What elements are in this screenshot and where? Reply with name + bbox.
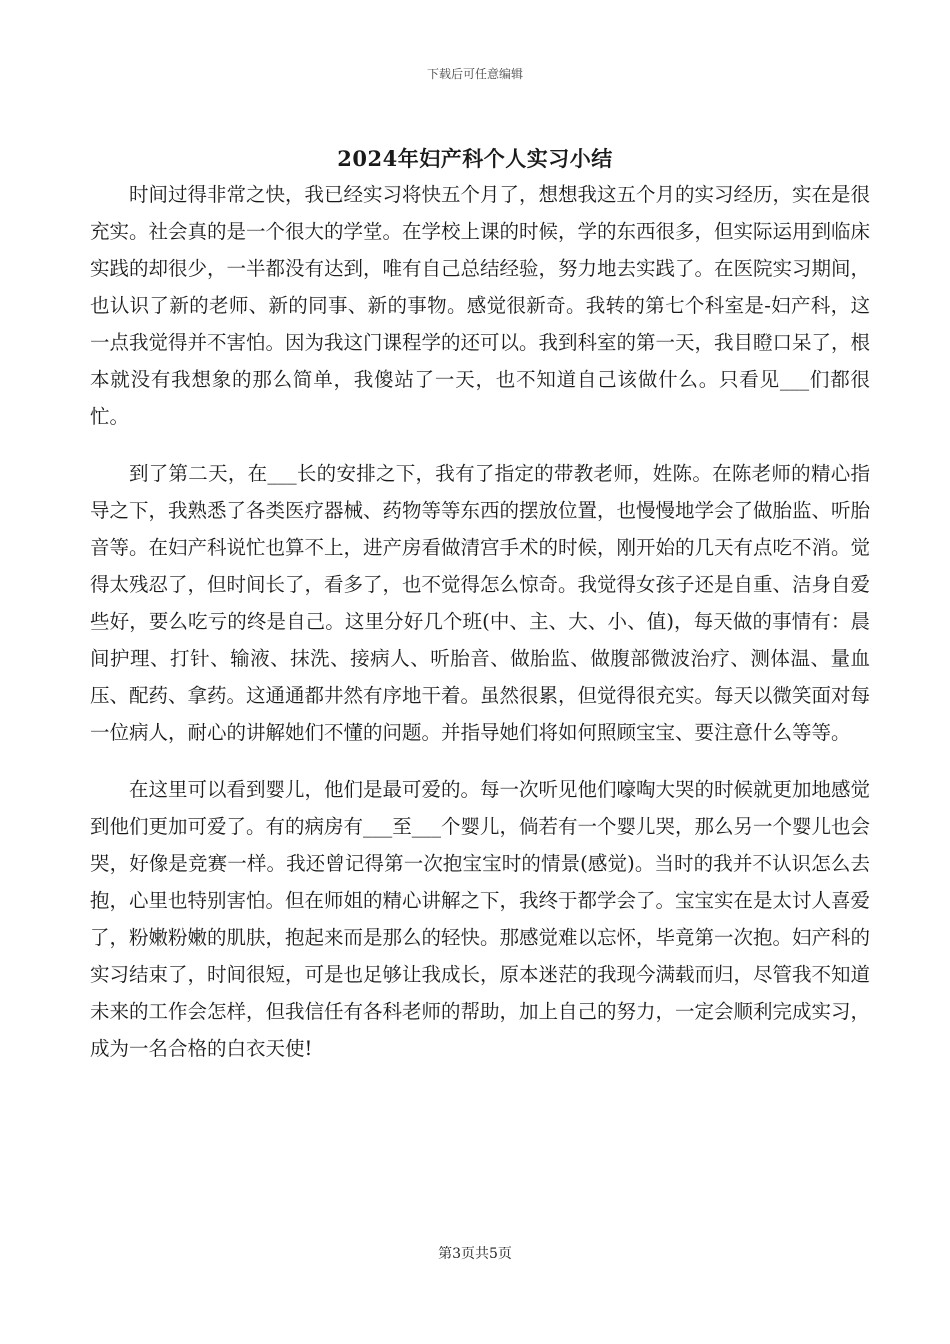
page-number: 第3页共5页 xyxy=(438,1246,512,1262)
paragraph-2: 到了第二天，在___长的安排之下，我有了指定的带教老师，姓陈。在陈老师的精心指导之下，我熟悉了各类医疗器械、药物等等东西的摆放位置，也慢慢地学会了做胎监、听胎音等。在妇产科说忙也算不上，进产房看做清宫手术的时候，刚开始的几天有点吃不消。觉得太残忍了，但时间长了，看多了，也不觉得怎么惊奇。我觉得女孩子还是自重、洁身自爱些好，要么吃亏的终是自己。这里分好几个班(中、主、大、小、值)，每天做的事情有：晨间护理、打针、输液、抹洗、接病人、听胎音、做胎监、做腹部微波治疗、测体温、量血压、配药、拿药。这通通都井然有序地干着。虽然很累，但觉得很充实。每天以微笑面对每一位病人，耐心的讲解她们不懂的问题。并指导她们将如何照顾宝宝、要注意什么等等。 xyxy=(90,462,871,744)
document-title: 2024年妇产科个人实习小结 xyxy=(337,146,613,171)
document-body xyxy=(90,176,870,1087)
paragraph-3: 在这里可以看到婴儿，他们是最可爱的。每一次听见他们嚎啕大哭的时候就更加地感觉到他们更加可爱了。有的病房有___至___个婴儿，倘若有一个婴儿哭，那么另一个婴儿也会哭，好像是竞赛一样。我还曾记得第一次抱宝宝时的情景(感觉)。当时的我并不认识怎么去抱，心里也特别害怕。但在师姐的精心讲解之下，我终于都学会了。宝宝实在是太讨人喜爱了，粉嫩粉嫩的肌肤，抱起来而是那么的轻快。那感觉难以忘怀，毕竟第一次抱。妇产科的实习结束了，时间很短，可是也足够让我成长，原本迷茫的我现今满载而归，尽管我不知道未来的工作会怎样，但我信任有各科老师的帮助，加上自己的努力，一定会顺利完成实习，成为一名合格的白衣天使! xyxy=(90,778,871,1060)
paragraph-1: 时间过得非常之快，我已经实习将快五个月了，想想我这五个月的实习经历，实在是很充实。社会真的是一个很大的学堂。在学校上课的时候，学的东西很多，但实际运用到临床实践的却很少，一半都没有达到，唯有自己总结经验，努力地去实践了。在医院实习期间，也认识了新的老师、新的同事、新的事物。感觉很新奇。我转的第七个科室是-妇产科，这一点我觉得并不害怕。因为我这门课程学的还可以。我到科室的第一天，我目瞪口呆了，根本就没有我想象的那么简单，我傻站了一天，也不知道自己该做什么。只看见___们都很忙。 xyxy=(90,183,871,428)
page-header: 下载后可任意编辑 xyxy=(426,67,523,81)
